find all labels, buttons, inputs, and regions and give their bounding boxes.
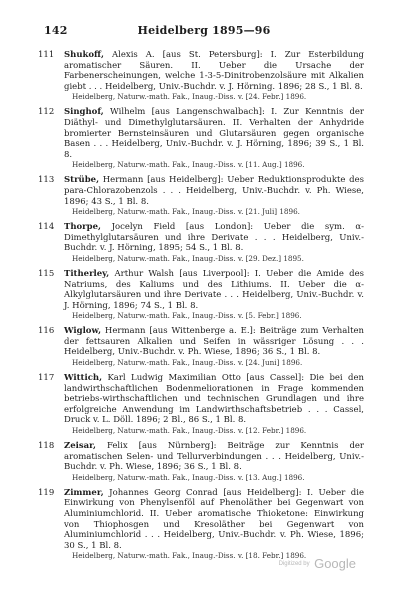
entry-institution: Heidelberg, Naturw.-math. Fak., Inaug.-Diss. v. [18. Febr.] 1896. [72,551,307,561]
entry-number: 115 [38,268,55,279]
entry-institution: Heidelberg, Naturw.-math. Fak., Inaug.-Diss. v. [24. Juni] 1896. [72,358,303,368]
entry-number: 117 [38,373,55,384]
entry-author: Singhof, [64,107,104,118]
entry-description: Felix [aus Nürnberg]: Beiträge zur Kenntnis der aromatischen Selen- und Tellurverbindungen . . . Heidelberg, Univ.-Buchdr. v. Ph. Wiese, 1896; 36 S., 1 Bl. 8. [64,441,364,473]
entry-author: Titherley, [64,268,110,279]
entry-institution: Heidelberg, Naturw.-math. Fak., Inaug.-Diss. v. [5. Febr.] 1896. [72,311,302,321]
watermark-brand: Google [314,556,356,571]
entry-description: Hermann [aus Wittenberge a. E.]: Beiträge zum Verhalten der fettsauren Alkalien und Seifen in wässriger Lösung . . . Heidelberg, Univ.-Buchdr. v. Ph. Wiese, 1896; 36 S., 1 Bl. 8. [64,326,364,358]
entry-institution: Heidelberg, Naturw.-math. Fak., Inaug.-Diss. v. [11. Aug.] 1896. [72,160,305,170]
entry-description: Hermann [aus Heidelberg]: Ueber Reduktionsprodukte des para-Chlorazobenzols . . . Heidelberg, Univ.-Buchdr. v. Ph. Wiese, 1896; 43 S., 1 Bl. 8. [64,175,364,207]
list-item [38,441,364,483]
entry-text [64,488,364,552]
entry-text [64,441,364,473]
page-title: Heidelberg 1895—96 [137,24,271,37]
entry-author: Wiglow, [64,326,102,337]
entry-text [64,175,364,207]
entry-description: Wilhelm [aus Langenschwalbach]: I. Zur Kenntnis der Diäthyl- und Dimethylglutarsäuren. II. Verhalten der Anhydride bromierter Bernsteinsäuren und Glutarsäuren gegen organische Basen . . . Heidelberg, Univ.-Buchdr. v. J. Hörning, 1896; 39 S., 1 Bl. 8. [64,107,364,160]
page-number: 142 [44,24,68,37]
entry-description: Jocelyn Field [aus London]: Ueber die sym. α-Dimethylglutarsäuren und ihre Derivate . . . Heidelberg, Univ.-Buchdr. v. J. Hörning, 1895; 54 S., 1 Bl. 8. [64,222,364,254]
list-item [38,50,364,102]
entry-description: Johannes Georg Conrad [aus Heidelberg]: I. Ueber die Einwirkung von Phenylsenföl auf Phenoläther bei Gegenwart von Aluminiumchlorid. II. Ueber aromatische Thioketone: Einwirkung von Thiophosgen und Kresoläther bei Gegenwart von Aluminiumchlorid . . . Heidelberg, Univ.-Buchdr. v. Ph. Wiese, 1896; 30 S., 1 Bl. 8. [64,487,364,551]
list-item [38,373,364,436]
entry-institution: Heidelberg, Naturw.-math. Fak., Inaug.-Diss. v. [29. Dez.] 1895. [72,253,304,263]
entry-author: Wittich, [64,373,103,384]
entry-author: Zimmer, [64,487,104,498]
list-item [38,488,364,562]
entry-description: Alexis A. [aus St. Petersburg]: I. Zur Esterbildung aromatischer Säuren. II. Ueber die Ursache der Farbenerscheinungen, welche 1-3-5-Dinitrobenzolsäure mit Alkalien giebt . . . Heidelberg, Univ.-Buchdr. v. J. Hörning. 1896; 28 S., 1 Bl. 8. [64,50,364,92]
google-watermark [279,555,356,573]
entry-text [64,222,364,254]
entry-number: 114 [38,222,55,233]
entry-author: Thorpe, [64,222,101,233]
entry-number: 119 [38,487,55,498]
entry-author: Strübe, [64,175,100,186]
entry-number: 111 [38,50,55,60]
entry-description: Arthur Walsh [aus Liverpool]: I. Ueber die Amide des Natriums, des Kaliums und des Lithiums. II. Ueber die α-Alkylglutarsäuren und ihre Derivate . . . Heidelberg, Univ.-Buchdr. v. J. Hörning, 1896; 74 S., 1 Bl. 8. [64,268,364,311]
entry-number: 116 [38,326,55,337]
entry-text [64,326,364,358]
list-item [38,269,364,321]
entry-author: Shukoff, [64,50,104,60]
list-item [38,326,364,368]
list-item [38,222,364,264]
entry-text [64,269,364,311]
watermark-prefix: Digitized by [278,560,310,567]
entry-text [64,373,364,426]
entry-institution: Heidelberg, Naturw.-math. Fak., Inaug.-Diss. v. [13. Aug.] 1896. [72,472,305,482]
entry-institution: Heidelberg, Naturw.-math. Fak., Inaug.-Diss. v. [24. Febr.] 1896. [72,92,307,102]
entry-number: 112 [38,107,55,118]
entry-number: 113 [38,175,55,186]
entry-author: Zeisar, [64,441,96,452]
entry-text [64,107,364,160]
entry-list [38,50,364,566]
entry-text [64,50,364,92]
entry-number: 118 [38,441,55,452]
entry-institution: Heidelberg, Naturw.-math. Fak., Inaug.-Diss. v. [12. Febr.] 1896. [72,426,307,436]
entry-description: Karl Ludwig Maximilian Otto [aus Cassel]: Die bei den landwirthschaftlichen Bodenmeliorationen in Frage kommenden betriebs-wirthschaftlichen und technischen Grundlagen und ihre erfolgreiche Anwendung im Landwirthschaftsbetrieb . . . Cassel, Druck v. L. Döll. 1896; 2 Bl., 86 S., 1 Bl. 8. [64,373,364,426]
list-item [38,175,364,217]
list-item [38,107,364,170]
entry-institution: Heidelberg, Naturw.-math. Fak., Inaug.-Diss. v. [21. Juli] 1896. [72,207,300,217]
